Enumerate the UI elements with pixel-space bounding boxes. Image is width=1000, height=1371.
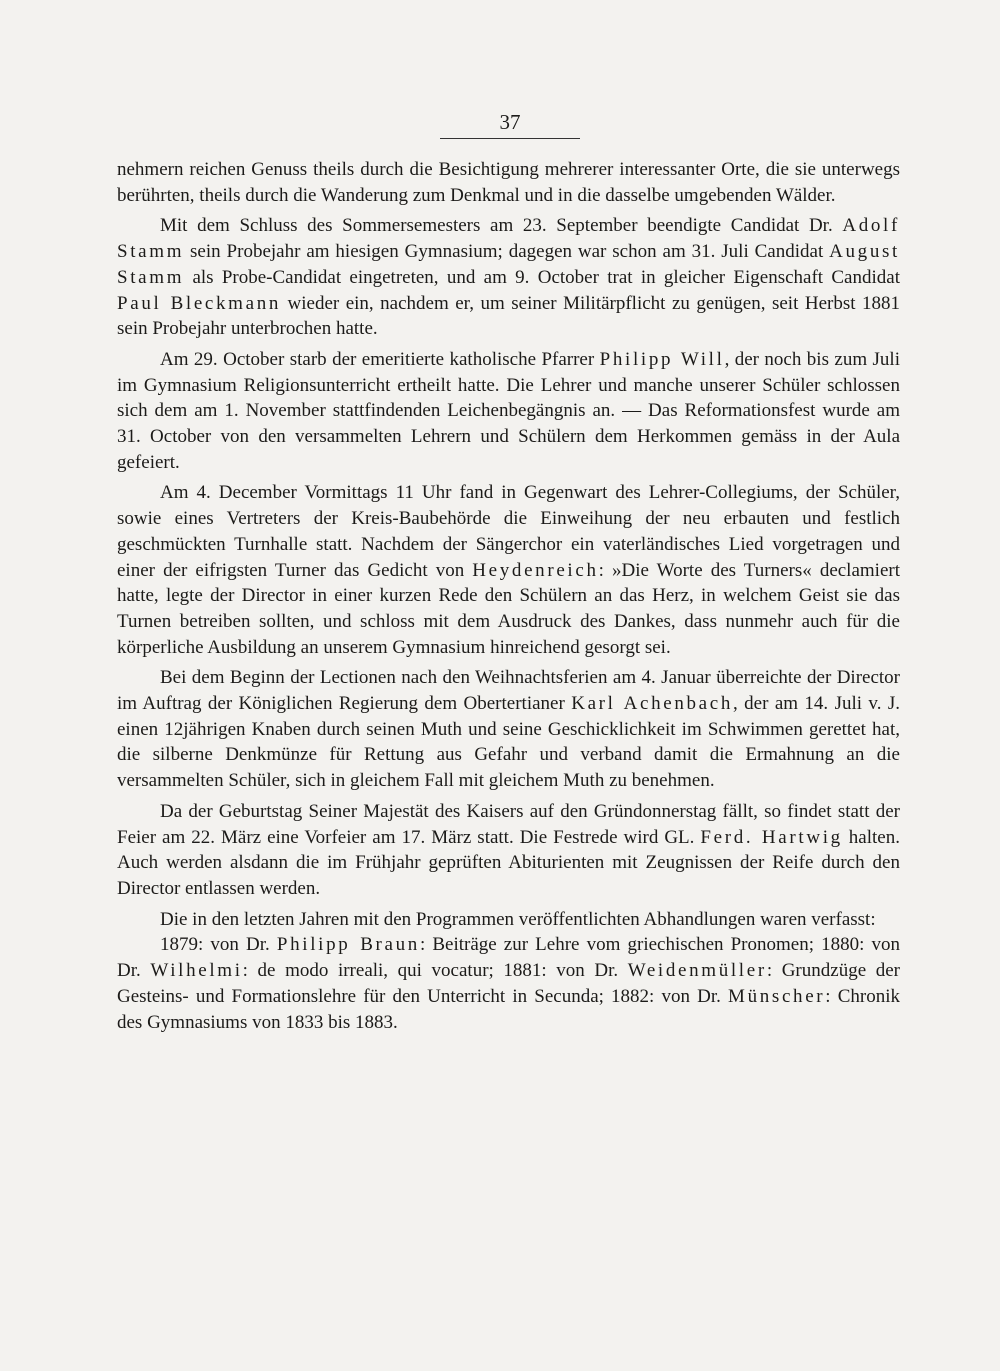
text-run: : Beiträge zur Lehre vom griechischen Pronomen; 1880: von Dr. <box>117 934 901 982</box>
spaced-name: Karl Achenbach <box>571 693 734 715</box>
paragraph-p8 <box>117 932 900 1035</box>
text-run: sein Probejahr am hiesigen Gymnasium; dagegen war schon am 31. Juli Candidat <box>184 241 830 263</box>
text-run: Die in den letzten Jahren mit den Programmen veröffentlichten Abhandlungen waren verfasst: <box>160 908 876 930</box>
text-run: nehmern reichen Genuss theils durch die Besichtigung mehrerer interessanter Orte, die sie unterwegs berührten, theils durch die Wanderung zum Denkmal und in die dasselbe umgebenden Wälder. <box>117 159 900 206</box>
text-run: Am 4. December Vormittags 11 Uhr fand in Gegenwart des Lehrer-Collegiums, der Schüler, sowie eines Vertreters der Kreis-Baubehörde die Einweihung der neu erbauten und festlich geschmückten Turnhalle statt. Nachdem der Sängerchor ein vaterländisches Lied vorgetragen und einer der eifrigsten Turner das Gedicht von <box>117 482 900 581</box>
paragraph-p1 <box>117 157 900 208</box>
spaced-name: Philipp Braun <box>276 934 420 956</box>
paragraph-p4 <box>117 480 900 660</box>
text-run: als Probe-Candidat eingetreten, und am 9. October trat in gleicher Eigenschaft Candidat <box>184 266 900 288</box>
paragraph-p7 <box>117 907 900 933</box>
text-run: : de modo irreali, qui vocatur; 1881: von Dr. <box>242 960 628 982</box>
spaced-name: Münscher <box>728 985 826 1007</box>
text-run: , der am 14. Juli v. J. einen 12jährigen Knaben durch seinen Muth und seine Geschicklichkeit im Schwimmen gerettet hat, die silberne Denkmünze für Rettung aus Gefahr und verband damit die Ermahnung an die versammelten Schüler, sich in gleichem Fall mit gleichem Muth zu benehmen. <box>117 693 900 792</box>
text-run: , der noch bis zum Juli im Gymnasium Religionsunterricht ertheilt hatte. Die Lehrer und manche unserer Schüler schlossen sich dem am 1. November stattfindenden Leichenbegängnis an. — Das Reformationsfest wurde am 31. October von den versammelten Lehrern und Schülern dem Herkommen gemäss in der Aula gefeiert. <box>117 348 900 473</box>
text-run: Bei dem Beginn der Lectionen nach den Weihnachtsferien am 4. Januar überreichte der Director im Auftrag der Königlichen Regierung dem Obertertianer <box>117 667 900 715</box>
spaced-name: Wilhelmi <box>150 960 243 982</box>
text-run: : Chronik des Gymnasiums von 1833 bis 1883. <box>117 985 900 1033</box>
spaced-name: August Stamm <box>117 241 900 288</box>
spaced-name: Ferd. Hartwig <box>700 826 843 848</box>
spaced-name: Philipp Will <box>599 348 725 370</box>
spaced-name: Heydenreich <box>472 559 599 581</box>
text-run: Da der Geburtstag Seiner Majestät des Kaisers auf den Gründonnerstag fällt, so findet statt der Feier am 22. März eine Vorfeier am 17. März statt. Die Festrede wird GL. <box>117 800 900 848</box>
text-run: : »Die Worte des Turners« declamiert hatte, legte der Director in einer kurzen Rede den Schülern an das Herz, in welchem Geist sie das Turnen betreiben sollten, und schloss mit dem Ausdruck des Dankes, dass nunmehr auch für die körperliche Ausbildung an unserem Gymnasium hinreichend gesorgt sei. <box>117 559 900 658</box>
paragraph-p6 <box>117 799 900 902</box>
paragraph-p3 <box>117 347 900 476</box>
spaced-name: Adolf Stamm <box>117 215 900 263</box>
text-run: wieder ein, nachdem er, um seiner Militärpflicht zu genügen, seit Herbst 1881 sein Probejahr unterbrochen hatte. <box>117 292 900 340</box>
spaced-name: Paul Bleckmann <box>117 292 282 314</box>
spaced-name: Weidenmüller <box>627 960 767 982</box>
paragraph-p2 <box>117 213 900 342</box>
body-text <box>117 157 900 1035</box>
paragraph-p5 <box>117 665 900 794</box>
text-run: Am 29. October starb der emeritierte katholische Pfarrer <box>160 348 600 370</box>
text-run: halten. Auch werden alsdann die im Frühjahr geprüften Abiturienten mit Zeugnissen der Reife durch den Director entlassen werden. <box>117 826 900 899</box>
header-rule <box>440 138 580 139</box>
text-run: Mit dem Schluss des Sommersemesters am 23. September beendigte Candidat Dr. <box>160 215 843 237</box>
page-number: 37 <box>499 110 521 134</box>
text-run: : Grundzüge der Gesteins- und Formationslehre für den Unterricht in Secunda; 1882: von Dr. <box>117 960 900 1007</box>
text-run: 1879: von Dr. <box>160 934 277 956</box>
